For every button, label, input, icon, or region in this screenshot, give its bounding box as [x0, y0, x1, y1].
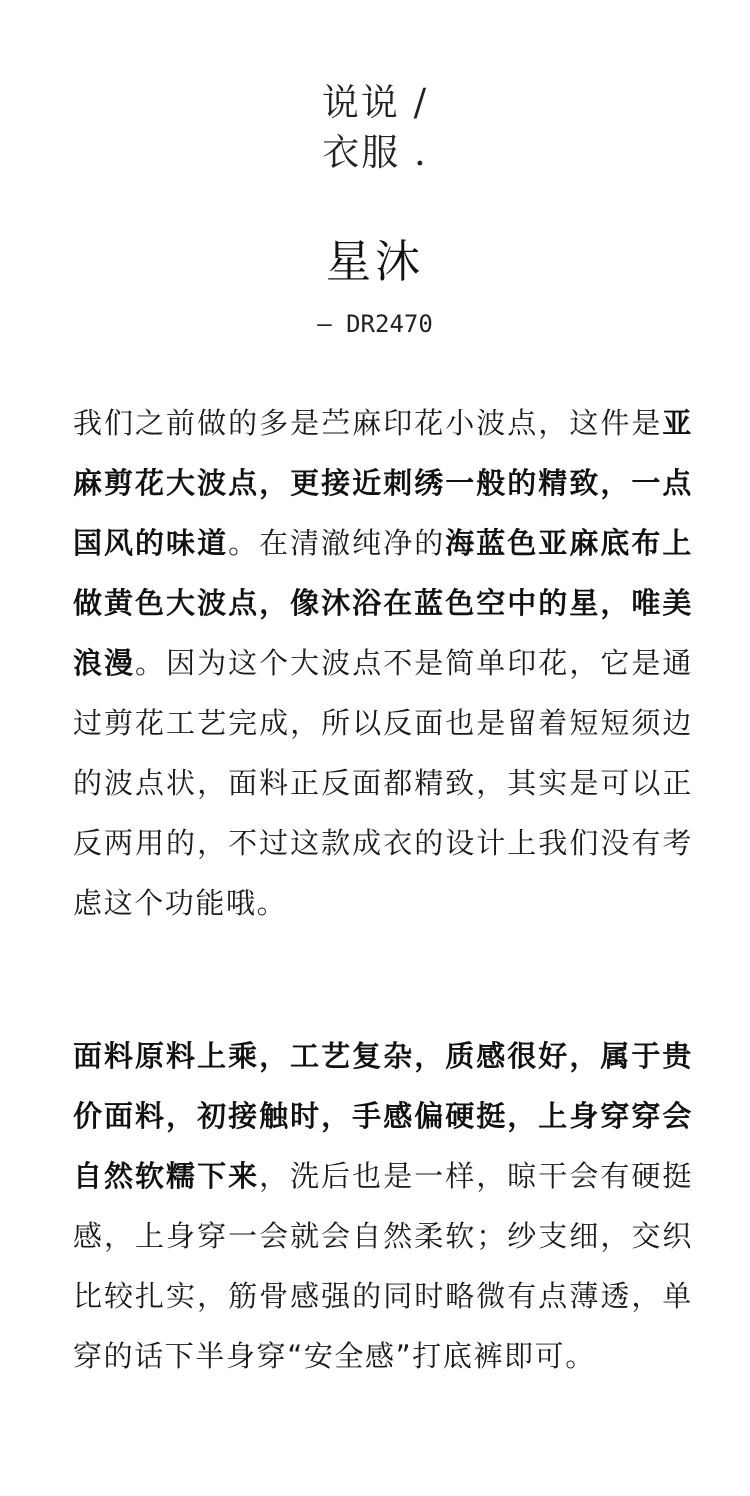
paragraph-2-rest: ，洗后也是一样，晾干会有硬挺感，上身穿一会就会自然柔软；纱支细，交织比较扎实，筋骨感强的同时略微有点薄透，单穿的话下半身穿“安全感”打底裤即可。	[73, 1159, 693, 1373]
paragraph-2-highlight: 面料原料上乘，工艺复杂，质感很好，属于贵价面料，初接触时，手感偏硬挺，上身穿穿会自然软糯下来	[73, 1039, 693, 1193]
product-name: 星沐	[325, 235, 424, 288]
paragraph-1-intro: 我们之前做的多是苎麻印花小波点，这件是	[73, 406, 663, 440]
paragraph-1-rest: 。因为这个大波点不是简单印花，它是通过剪花工艺完成，所以反面也是留着短短须边的波点状，面料正反面都精致，其实是可以正反两用的，不过这款成衣的设计上我们没有考虑这个功能哦。	[73, 646, 693, 920]
paragraph-1-highlight-a: 亚麻剪花大波点，更接近刺绣一般的精致，一点国风的味道	[73, 406, 693, 560]
header-line-1: 说说 /	[321, 81, 429, 124]
product-code: — DR2470	[317, 310, 433, 338]
paragraph-1-highlight-b: 海蓝色亚麻底布上做黄色大波点，像沐浴在蓝色空中的星，唯美浪漫	[73, 526, 693, 680]
section-header	[0, 78, 750, 178]
description-paragraph-1	[73, 393, 693, 933]
paragraph-1-mid: 。在清澈纯净的	[228, 526, 446, 560]
description-paragraph-2	[73, 1026, 693, 1386]
header-line-2: 衣服 .	[322, 131, 428, 174]
